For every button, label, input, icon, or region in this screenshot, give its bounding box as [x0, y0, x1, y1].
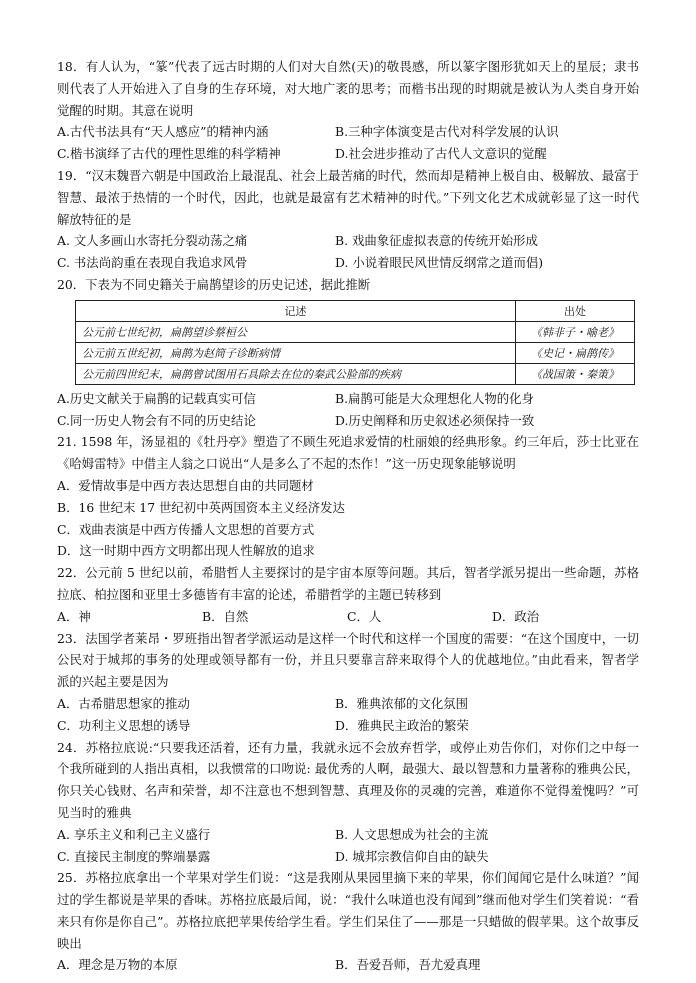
q23-option-c: C．功利主义思想的诱导 [57, 717, 191, 733]
q23-option-b: B．雅典浓郁的文化氛围 [335, 695, 469, 711]
q20-option-b: B.扁鹊可能是大众理想化人物的化身 [335, 390, 534, 406]
question-25-stem: 25．苏格拉底拿出一个苹果对学生们说：“这是我刚从果园里摘下来的苹果，你们闻闻它是什么味道？”闻过的学生都说是苹果的香味。苏格拉底最后闻，说：“我什么味道也没有闻到”继而他对学生们笑着说：“看来只有你是你自己”。苏格拉底把苹果传给学生看。学生们呆住了——那是一只蜡做的假苹果。这个故事反映出 [57, 870, 639, 951]
q21-option-d: D．这一时期中西方文明都出现人性解放的追求 [57, 543, 315, 559]
table-cell-record: 公元前七世纪初，扁鹊望诊蔡桓公 [76, 321, 516, 342]
question-18-options [57, 121, 639, 165]
q24-option-b: B. 人文思想成为社会的主流 [335, 826, 489, 842]
table-cell-source: 《韩非子・喻老》 [516, 321, 635, 342]
q19-option-a: A. 文人多画山水寄托分裂动荡之痛 [57, 233, 248, 249]
q25-option-a: A．理念是万物的本原 [57, 957, 178, 973]
question-22-stem: 22．公元前 5 世纪以前，希腊哲人主要探讨的是宇宙本原等问题。其后，智者学派另提出一些命题，苏格拉底、柏拉图和亚里士多德皆有丰富的论述，希腊哲学的主题已转移到 [57, 565, 639, 602]
exam-page [57, 56, 639, 976]
question-23-stem: 23．法国学者莱昂・罗班指出智者学派运动是这样一个时代和这样一个国度的需要：“在这个国度中，一切公民对于城邦的事务的处理或领导都有一份，并且只要靠言辞来取得个人的优越地位。”由此看来，智者学派的兴起主要是因为 [57, 630, 639, 690]
table-header-source: 出处 [516, 300, 635, 321]
q19-option-c: C. 书法尚韵重在表现自我追求风骨 [57, 255, 248, 271]
table-row [76, 321, 635, 342]
table-cell-record: 公元前四世纪末，扁鹊曾试图用石具除去在位的秦武公脸部的疾病 [76, 363, 516, 384]
q22-option-d: D．政治 [492, 608, 540, 624]
q24-option-a: A. 享乐主义和利己主义盛行 [57, 826, 211, 842]
q20-option-d: D.历史阐释和历史叙述必须保持一致 [335, 412, 535, 428]
q19-option-b: B. 戏曲象征虚拟表意的传统开始形成 [335, 233, 538, 249]
q24-option-d: D. 城邦宗教信仰自由的缺失 [335, 848, 489, 864]
q22-option-a: A．神 [57, 608, 91, 624]
q20-option-a: A.历史文献关于扁鹊的记载真实可信 [57, 390, 256, 406]
table-header-record: 记述 [76, 300, 516, 321]
q21-option-a: A．爱情故事是中西方表达思想自由的共同题材 [57, 477, 314, 493]
q18-option-c: C.楷书演绎了古代的理性思维的科学精神 [57, 146, 281, 162]
q18-option-a: A.古代书法具有“天人感应”的精神内涵 [57, 124, 269, 140]
question-23-options [57, 693, 639, 737]
table-row [76, 363, 635, 384]
q21-option-c: C．戏曲表演是中西方传播人文思想的首要方式 [57, 521, 315, 537]
question-18-stem: 18．有人认为，“篆”代表了远古时期的人们对大自然(天)的敬畏感，所以篆字图形犹如天上的星辰；隶书则代表了人开始进入了自身的生存环境，对大地广袤的思考；而楷书出现的时期就是被认为人类自身开始觉醒的时期。其意在说明 [57, 59, 639, 118]
table-row [76, 342, 635, 363]
question-19-options [57, 230, 639, 274]
question-21-stem: 21. 1598 年，汤显祖的《牡丹亭》塑造了不顾生死追求爱情的杜丽娘的经典形象。约三年后，莎士比亚在《哈姆雷特》中借主人翁之口说出“人是多么了不起的杰作！”这一历史现象能够说明 [57, 434, 639, 472]
q25-option-b: B．吾爱吾师，吾尤爱真理 [335, 957, 481, 973]
q24-option-c: C. 直接民主制度的弊端暴露 [57, 848, 211, 864]
question-20-options [57, 388, 639, 432]
source-table [75, 300, 635, 385]
table-cell-source: 《战国策・秦策》 [516, 363, 635, 384]
q22-option-c: C．人 [347, 608, 382, 624]
table-header-row [76, 300, 635, 321]
q22-option-b: B．自然 [202, 608, 249, 624]
q21-option-b: B．16 世纪末 17 世纪初中英两国资本主义经济发达 [57, 499, 345, 515]
table-cell-source: 《史记・扁鹊传》 [516, 342, 635, 363]
question-25-options [57, 954, 639, 976]
question-20-stem: 20．下表为不同史籍关于扁鹊望诊的历史记述，据此推断 [57, 276, 371, 292]
q23-option-d: D．雅典民主政治的繁荣 [335, 717, 469, 733]
question-24-stem: 24．苏格拉底说:“只要我还活着，还有力量，我就永远不会放弃哲学，或停止劝告你们，对你们之中每一个我所碰到的人指出真相，以我惯常的口吻说: 最优秀的人啊，最强大、最以智慧和力量著称的雅典公民，你只关心钱财、名声和荣誉，却不注意也不想到智慧、真理及你的灵魂的完善，难道你不觉得羞愧吗？”可见当时的雅典 [57, 739, 639, 820]
question-19-stem: 19．“汉末魏晋六朝是中国政治上最混乱、社会上最苦痛的时代，然而却是精神上极自由、极解放、最富于智慧、最浓于热情的一个时代，因此，也就是最富有艺术精神的时代。”下列文化艺术成就彰显了这一时代解放特征的是 [57, 167, 639, 227]
q19-option-d: D. 小说着眼民风世情反纲常之道而倡) [335, 255, 544, 271]
q23-option-a: A．古希腊思想家的推动 [57, 695, 190, 711]
q20-option-c: C.同一历史人物会有不同的历史结论 [57, 412, 256, 428]
question-24-options [57, 824, 639, 868]
question-22-options [57, 606, 639, 628]
q18-option-b: B.三种字体演变是古代对科学发展的认识 [335, 124, 559, 140]
table-cell-record: 公元前五世纪初，扁鹊为赵简子诊断病情 [76, 342, 516, 363]
q18-option-d: D.社会进步推动了古代人文意识的觉醒 [335, 146, 547, 162]
